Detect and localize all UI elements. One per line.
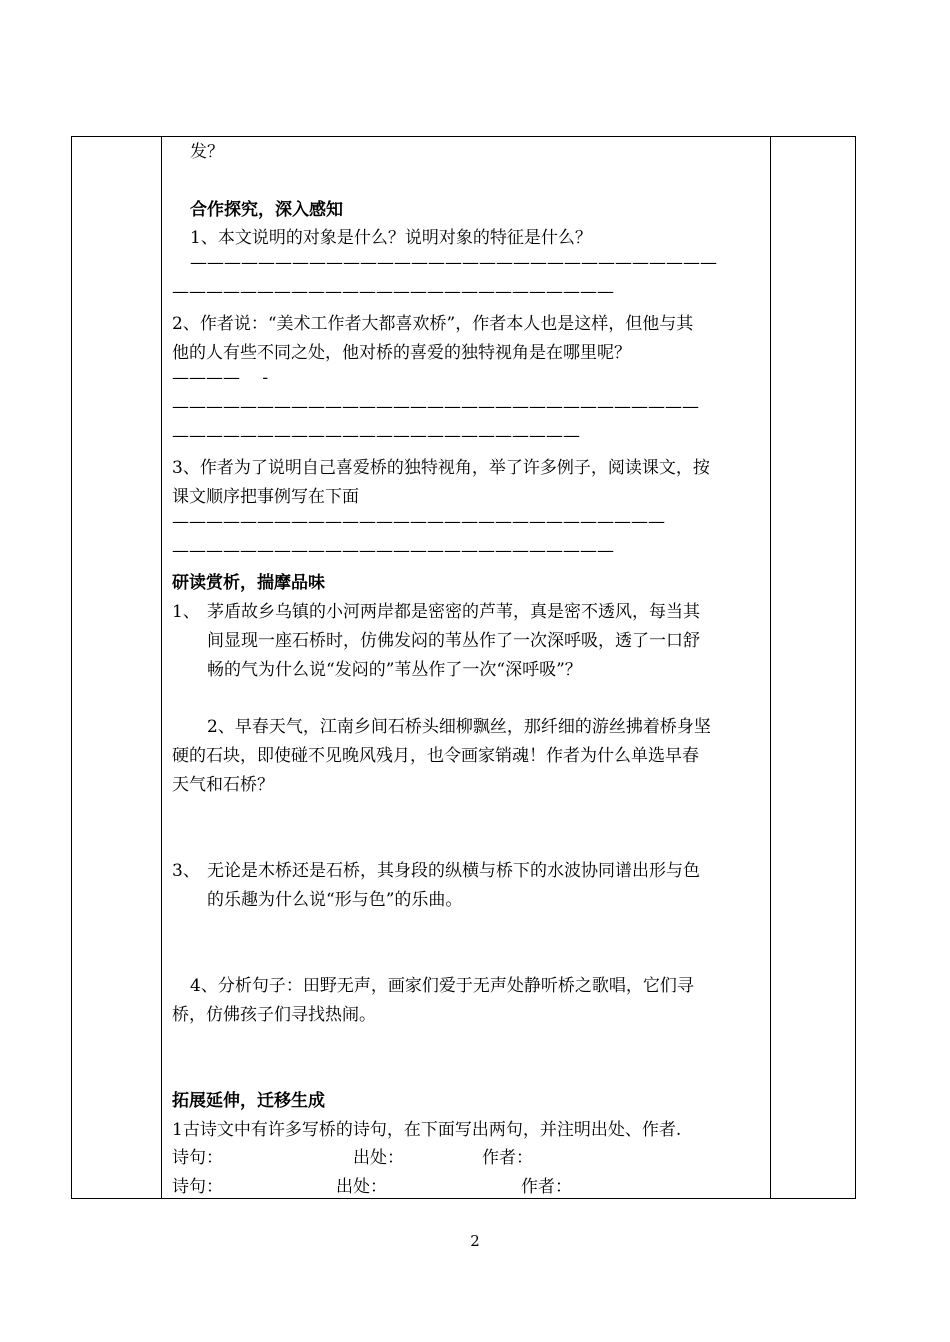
answer-line: —————————————————————————— — [172, 541, 614, 561]
answer-line: ——————————————————————————————— — [190, 253, 717, 273]
author-label: 作者： — [482, 1148, 533, 1168]
page-number: 2 — [470, 1232, 480, 1250]
reading-question-4-line-2: 桥，仿佛孩子们寻找热闹。 — [172, 1005, 376, 1025]
question-2-line-1: 2、作者说：“美术工作者大都喜欢桥”，作者本人也是这样，但他与其 — [172, 314, 694, 334]
question-2-line-2: 他的人有些不同之处，他对桥的喜爱的独特视角是在哪里呢？ — [172, 343, 631, 363]
reading-question-2-line-1: 2、早春天气，江南乡间石桥头细柳飘丝，那纤细的游丝拂着桥身坚 — [207, 717, 711, 737]
section-heading-close-reading: 研读赏析，揣摩品味 — [172, 573, 325, 593]
section-heading-extension: 拓展延伸，迁移生成 — [172, 1091, 325, 1111]
reading-question-1-line-2: 间显现一座石桥时，仿佛发闷的苇丛作了一次深呼吸，透了一口舒 — [207, 631, 700, 651]
answer-line: ———————————————————————— — [172, 426, 580, 446]
reading-question-3-line-1: 无论是木桥还是石桥，其身段的纵横与桥下的水波协同谱出形与色 — [207, 861, 700, 881]
source-label: 出处： — [353, 1148, 404, 1168]
question-3-line-1: 3、作者为了说明自己喜爱桥的独特视角，举了许多例子，阅读课文，按 — [172, 458, 710, 478]
reading-question-1-line-3: 畅的气为什么说“发闷的”苇丛作了一次“深呼吸”？ — [207, 660, 582, 680]
reading-question-2-line-2: 硬的石块，即使碰不见晚风残月，也令画家销魂！作者为什么单选早春 — [172, 746, 699, 766]
answer-line: ———— - — [172, 368, 269, 388]
source-label: 出处： — [336, 1177, 387, 1197]
table-column-divider-left — [161, 136, 162, 1199]
answer-line: ——————————————————————————————— — [172, 397, 699, 417]
answer-line: ————————————————————————————— — [172, 512, 665, 532]
question-3-line-2: 课文顺序把事例写在下面 — [172, 487, 359, 507]
section-heading-cooperative-inquiry: 合作探究，深入感知 — [190, 200, 343, 220]
continued-text: 发？ — [190, 142, 224, 162]
reading-question-3-number: 3、 — [172, 861, 200, 881]
poem-label: 诗句： — [172, 1148, 223, 1168]
table-column-divider-right — [770, 136, 771, 1199]
extension-question-1: 1古诗文中有许多写桥的诗句，在下面写出两句，并注明出处、作者. — [172, 1120, 682, 1140]
reading-question-1-line-1: 茅盾故乡乌镇的小河两岸都是密密的芦苇，真是密不透风，每当其 — [207, 602, 700, 622]
question-1: 1、本文说明的对象是什么？说明对象的特征是什么？ — [190, 228, 592, 248]
author-label: 作者： — [521, 1177, 572, 1197]
poem-label: 诗句： — [172, 1177, 223, 1197]
reading-question-1-number: 1、 — [172, 602, 200, 622]
answer-line: —————————————————————————— — [172, 282, 614, 302]
reading-question-4-line-1: 4、分析句子：田野无声，画家们爱于无声处静听桥之歌唱，它们寻 — [190, 976, 694, 996]
reading-question-3-line-2: 的乐趣为什么说“形与色”的乐曲。 — [207, 890, 463, 910]
reading-question-2-line-3: 天气和石桥？ — [172, 775, 274, 795]
